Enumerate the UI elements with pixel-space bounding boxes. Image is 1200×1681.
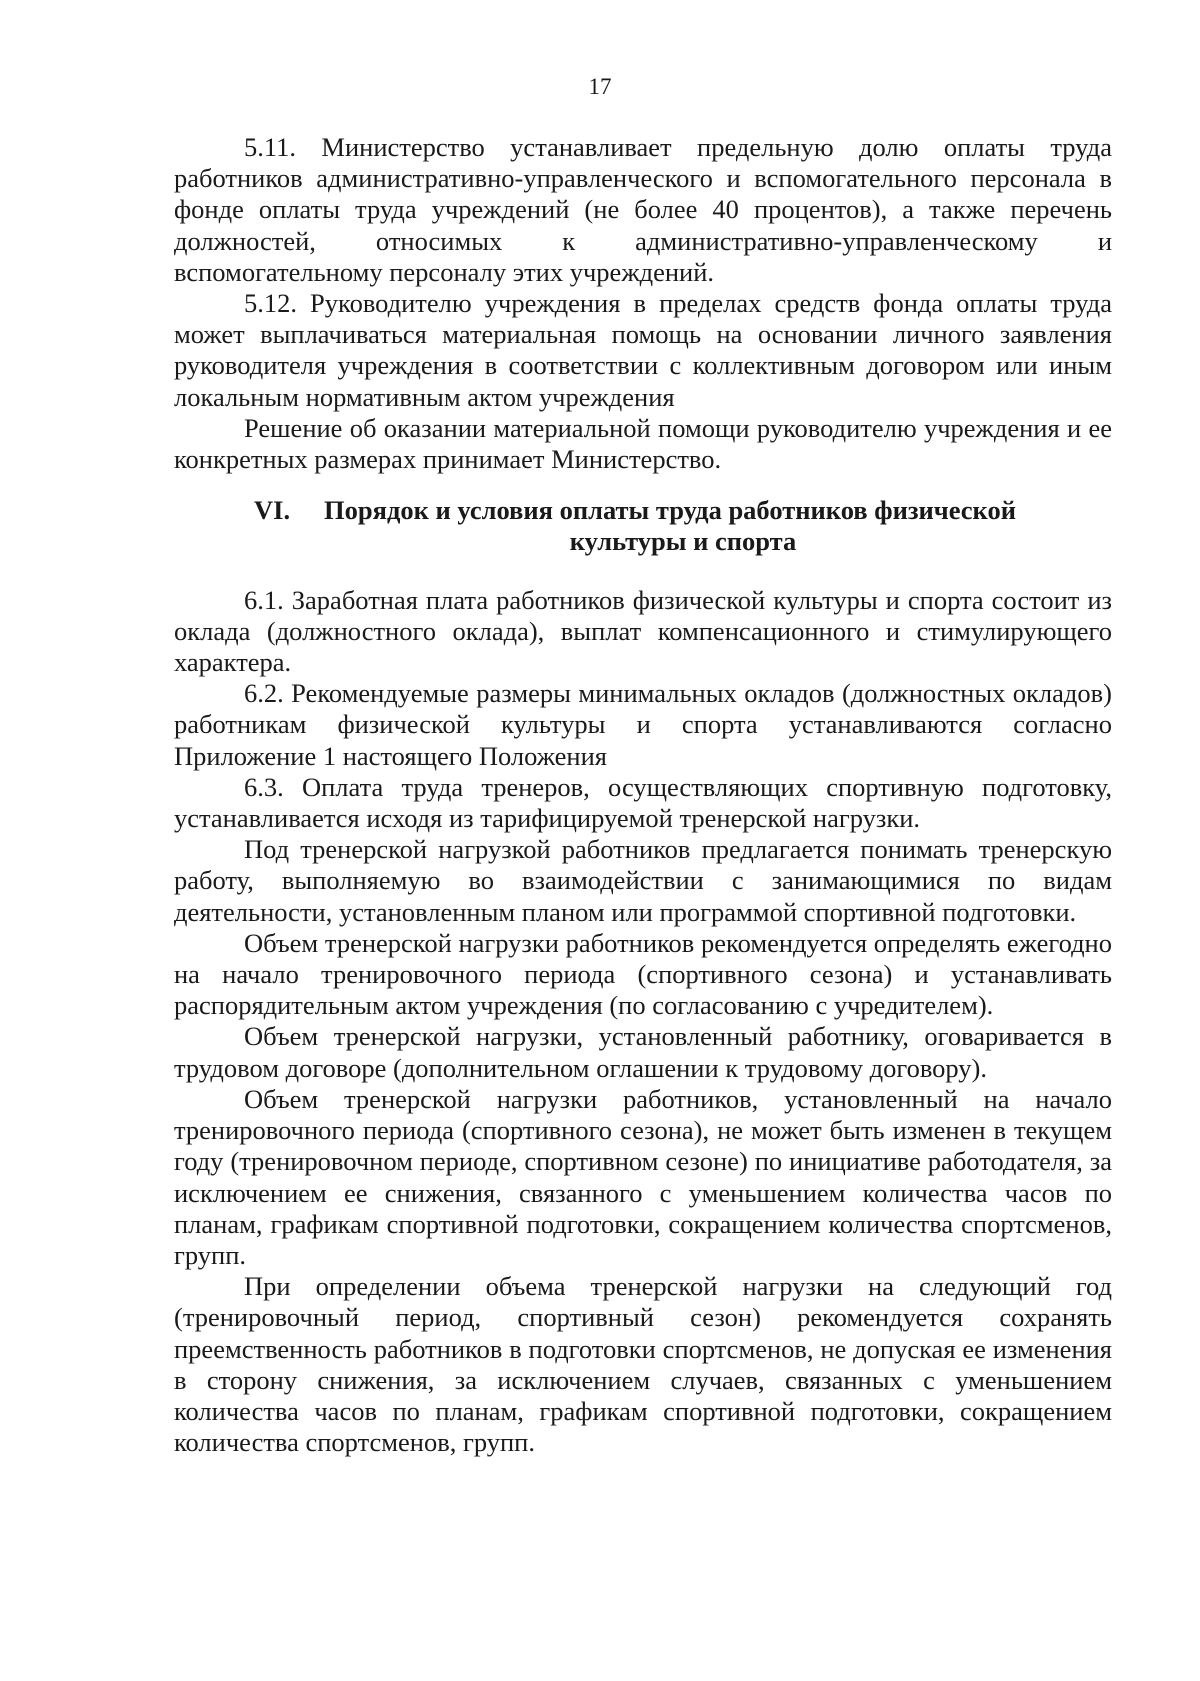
paragraph-6-1: 6.1. Заработная плата работников физической культуры и спорта состоит из оклада (должностного оклада), выплат компенсационного и стимулирующего характера. bbox=[174, 584, 1112, 678]
paragraph-5-11: 5.11. Министерство устанавливает предельную долю оплаты труда работников административно-управленческого и вспомогательного персонала в фонде оплаты труда учреждений (не более 40 процентов), а также перечень должностей, относимых к административно-управленческому и вспомогательному персоналу этих учреждений. bbox=[174, 132, 1112, 287]
paragraph-material-aid-decision: Решение об оказании материальной помощи руководителю учреждения и ее конкретных размерах принимает Министерство. bbox=[174, 412, 1112, 475]
section-title-line-2: культуры и спорта bbox=[569, 526, 797, 557]
paragraph-trainer-load-annual: Объем тренерской нагрузки работников рекомендуется определять ежегодно на начало тренировочного периода (спортивного сезона) и устанавливать распорядительным актом учреждения (по согласованию с учредителем). bbox=[174, 927, 1112, 1021]
section-heading-line-1 bbox=[254, 495, 1112, 526]
section-title-line-1: Порядок и условия оплаты труда работников физической bbox=[324, 495, 1016, 526]
section-number: VI. bbox=[254, 495, 291, 526]
paragraph-trainer-load-definition: Под тренерской нагрузкой работников предлагается понимать тренерскую работу, выполняемую во взаимодействии с занимающимися по видам деятельности, установленным планом или программой спортивной подготовки. bbox=[174, 834, 1112, 927]
paragraph-5-12: 5.12. Руководителю учреждения в пределах средств фонда оплаты труда может выплачиваться материальная помощь на основании личного заявления руководителя учреждения в соответствии с коллективным договором или иным локальным нормативным актом учреждения bbox=[174, 288, 1112, 412]
page-number: 17 bbox=[588, 74, 612, 99]
paragraph-6-2: 6.2. Рекомендуемые размеры минимальных окладов (должностных окладов) работникам физической культуры и спорта устанавливаются согласно Приложение 1 настоящего Положения bbox=[174, 678, 1112, 771]
section-heading bbox=[174, 495, 1112, 557]
document-body bbox=[174, 132, 1112, 1458]
paragraph-6-3: 6.3. Оплата труда тренеров, осуществляющих спортивную подготовку, устанавливается исходя из тарифицируемой тренерской нагрузки. bbox=[174, 771, 1112, 834]
paragraph-trainer-load-contract: Объем тренерской нагрузки, установленный работнику, оговаривается в трудовом договоре (дополнительном оглашении к трудовому договору). bbox=[174, 1021, 1112, 1083]
paragraph-trainer-load-change: Объем тренерской нагрузки работников, установленный на начало тренировочного периода (спортивного сезона), не может быть изменен в текущем году (тренировочном периоде, спортивном сезоне) по инициативе работодателя, за исключением ее снижения, связанного с уменьшением количества часов по планам, графикам спортивной подготовки, сокращением количества спортсменов, групп. bbox=[174, 1083, 1112, 1270]
paragraph-trainer-load-next-year: При определении объема тренерской нагрузки на следующий год (тренировочный период, спортивный сезон) рекомендуется сохранять преемственность работников в подготовки спортсменов, не допуская ее изменения в сторону снижения, за исключением случаев, связанных с уменьшением количества часов по планам, графикам спортивной подготовки, сокращением количества спортсменов, групп. bbox=[174, 1271, 1112, 1458]
